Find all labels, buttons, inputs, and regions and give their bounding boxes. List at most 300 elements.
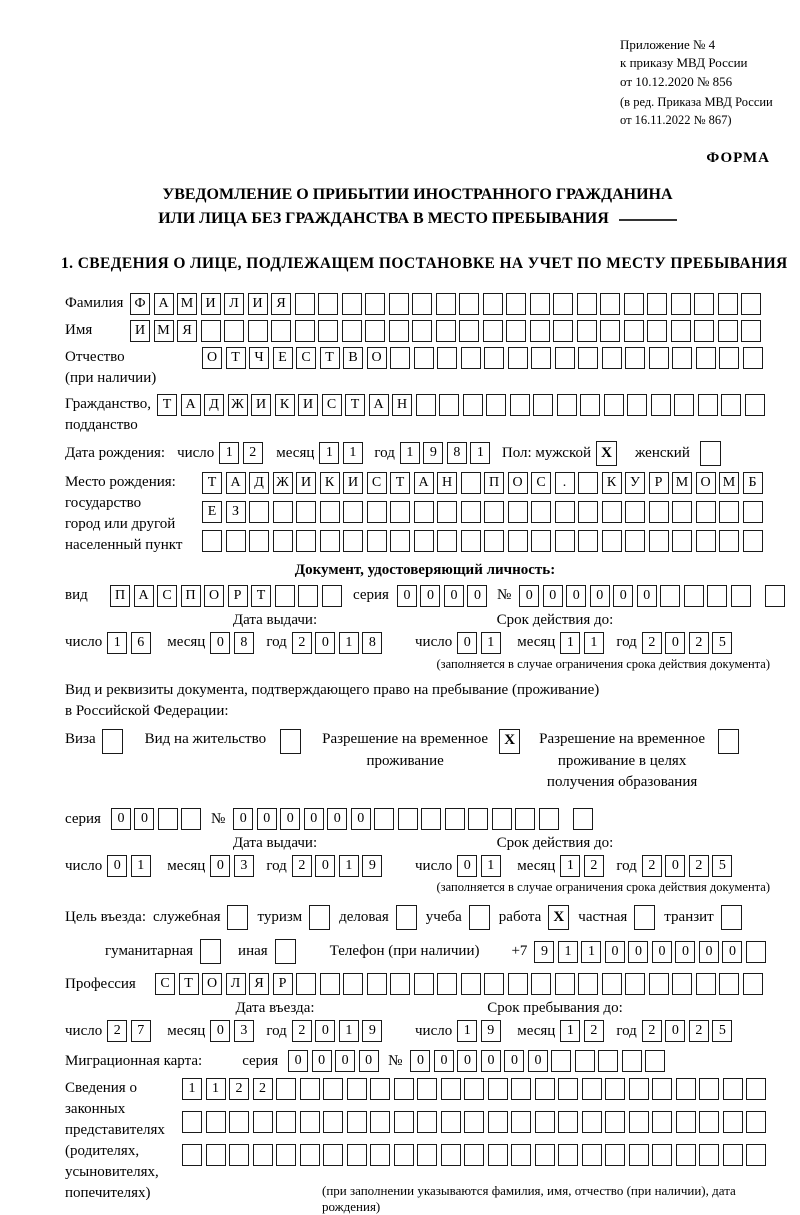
char-box[interactable]: П — [484, 472, 504, 494]
char-box[interactable]: 0 — [457, 632, 477, 654]
char-box[interactable]: И — [248, 293, 268, 315]
char-box[interactable] — [390, 347, 410, 369]
char-box[interactable] — [629, 1111, 649, 1133]
char-box[interactable]: 0 — [444, 585, 464, 607]
char-box[interactable] — [508, 973, 528, 995]
char-box[interactable] — [672, 347, 692, 369]
char-box[interactable] — [531, 973, 551, 995]
char-box[interactable] — [300, 1111, 320, 1133]
char-box[interactable]: 0 — [280, 808, 300, 830]
char-box[interactable] — [461, 530, 481, 552]
char-box[interactable]: А — [154, 293, 174, 315]
char-box[interactable] — [578, 530, 598, 552]
char-box[interactable]: 2 — [689, 1020, 709, 1042]
char-box[interactable]: 1 — [584, 632, 604, 654]
char-box[interactable] — [515, 808, 535, 830]
char-box[interactable]: 0 — [543, 585, 563, 607]
char-box[interactable]: Я — [177, 320, 197, 342]
char-box[interactable] — [746, 941, 766, 963]
char-box[interactable]: А — [181, 394, 201, 416]
char-box[interactable] — [412, 320, 432, 342]
char-box[interactable]: 2 — [689, 855, 709, 877]
char-box[interactable]: Д — [204, 394, 224, 416]
char-box[interactable] — [743, 501, 763, 523]
char-box[interactable] — [295, 293, 315, 315]
purpose-work-checkbox[interactable]: X — [548, 905, 569, 930]
char-box[interactable]: 0 — [652, 941, 672, 963]
char-box[interactable] — [421, 808, 441, 830]
char-box[interactable] — [577, 293, 597, 315]
char-box[interactable] — [439, 394, 459, 416]
char-box[interactable]: 1 — [481, 632, 501, 654]
char-box[interactable]: 1 — [339, 632, 359, 654]
char-box[interactable] — [551, 1050, 571, 1072]
char-box[interactable]: 2 — [253, 1078, 273, 1100]
char-box[interactable] — [511, 1078, 531, 1100]
char-box[interactable] — [206, 1111, 226, 1133]
char-box[interactable] — [414, 501, 434, 523]
char-box[interactable]: 2 — [229, 1078, 249, 1100]
char-box[interactable] — [181, 808, 201, 830]
char-box[interactable] — [671, 293, 691, 315]
char-box[interactable] — [602, 347, 622, 369]
char-box[interactable] — [555, 347, 575, 369]
char-box[interactable]: 1 — [219, 442, 239, 464]
char-box[interactable]: 2 — [292, 855, 312, 877]
char-box[interactable]: Р — [228, 585, 248, 607]
char-box[interactable] — [459, 320, 479, 342]
char-box[interactable]: 0 — [359, 1050, 379, 1072]
char-box[interactable] — [721, 394, 741, 416]
char-box[interactable] — [486, 394, 506, 416]
char-box[interactable]: 8 — [362, 632, 382, 654]
char-box[interactable]: 8 — [234, 632, 254, 654]
char-box[interactable]: 0 — [675, 941, 695, 963]
char-box[interactable]: 1 — [339, 855, 359, 877]
char-box[interactable]: 1 — [560, 1020, 580, 1042]
char-box[interactable] — [412, 293, 432, 315]
char-box[interactable] — [602, 501, 622, 523]
char-box[interactable] — [625, 530, 645, 552]
char-box[interactable] — [719, 530, 739, 552]
char-box[interactable] — [746, 1078, 766, 1100]
char-box[interactable]: Р — [273, 973, 293, 995]
char-box[interactable]: П — [110, 585, 130, 607]
char-box[interactable] — [629, 1078, 649, 1100]
char-box[interactable]: Ф — [130, 293, 150, 315]
char-box[interactable]: 0 — [335, 1050, 355, 1072]
char-box[interactable] — [624, 320, 644, 342]
char-box[interactable] — [468, 808, 488, 830]
char-box[interactable]: 1 — [560, 855, 580, 877]
char-box[interactable] — [298, 585, 318, 607]
char-box[interactable] — [370, 1078, 390, 1100]
char-box[interactable]: 0 — [312, 1050, 332, 1072]
char-box[interactable] — [719, 501, 739, 523]
char-box[interactable] — [718, 320, 738, 342]
char-box[interactable] — [342, 293, 362, 315]
char-box[interactable]: 0 — [210, 855, 230, 877]
char-box[interactable] — [553, 320, 573, 342]
char-box[interactable] — [275, 585, 295, 607]
char-box[interactable]: 1 — [131, 855, 151, 877]
char-box[interactable]: 2 — [292, 1020, 312, 1042]
char-box[interactable] — [506, 320, 526, 342]
char-box[interactable] — [745, 394, 765, 416]
char-box[interactable] — [300, 1078, 320, 1100]
char-box[interactable]: З — [226, 501, 246, 523]
char-box[interactable] — [696, 347, 716, 369]
char-box[interactable]: Д — [249, 472, 269, 494]
char-box[interactable] — [483, 293, 503, 315]
char-box[interactable] — [320, 973, 340, 995]
purpose-tourism-checkbox[interactable] — [309, 905, 330, 930]
char-box[interactable] — [323, 1078, 343, 1100]
char-box[interactable] — [647, 320, 667, 342]
char-box[interactable] — [322, 585, 342, 607]
char-box[interactable] — [558, 1111, 578, 1133]
char-box[interactable]: 2 — [107, 1020, 127, 1042]
char-box[interactable]: 0 — [722, 941, 742, 963]
char-box[interactable]: 0 — [233, 808, 253, 830]
char-box[interactable]: 0 — [288, 1050, 308, 1072]
char-box[interactable] — [765, 585, 785, 607]
char-box[interactable]: П — [181, 585, 201, 607]
char-box[interactable]: М — [177, 293, 197, 315]
char-box[interactable]: Т — [251, 585, 271, 607]
char-box[interactable] — [604, 394, 624, 416]
char-box[interactable]: 0 — [397, 585, 417, 607]
char-box[interactable]: 2 — [689, 632, 709, 654]
char-box[interactable]: Т — [226, 347, 246, 369]
char-box[interactable] — [557, 394, 577, 416]
char-box[interactable] — [647, 293, 667, 315]
char-box[interactable]: М — [154, 320, 174, 342]
purpose-private-checkbox[interactable] — [634, 905, 655, 930]
char-box[interactable]: К — [602, 472, 622, 494]
char-box[interactable]: Л — [226, 973, 246, 995]
char-box[interactable]: 0 — [504, 1050, 524, 1072]
char-box[interactable] — [484, 347, 504, 369]
char-box[interactable] — [555, 501, 575, 523]
char-box[interactable] — [723, 1111, 743, 1133]
char-box[interactable]: 2 — [642, 1020, 662, 1042]
char-box[interactable]: М — [719, 472, 739, 494]
char-box[interactable]: С — [531, 472, 551, 494]
char-box[interactable]: И — [298, 394, 318, 416]
char-box[interactable] — [707, 585, 727, 607]
char-box[interactable]: 9 — [423, 442, 443, 464]
char-box[interactable] — [441, 1111, 461, 1133]
char-box[interactable] — [461, 347, 481, 369]
char-box[interactable]: Т — [157, 394, 177, 416]
purpose-business-checkbox[interactable] — [396, 905, 417, 930]
char-box[interactable]: Н — [392, 394, 412, 416]
char-box[interactable]: С — [157, 585, 177, 607]
char-box[interactable] — [249, 501, 269, 523]
char-box[interactable]: 0 — [315, 632, 335, 654]
char-box[interactable]: 1 — [481, 855, 501, 877]
char-box[interactable] — [696, 501, 716, 523]
char-box[interactable] — [651, 394, 671, 416]
char-box[interactable]: 0 — [327, 808, 347, 830]
char-box[interactable]: 0 — [613, 585, 633, 607]
char-box[interactable] — [347, 1111, 367, 1133]
char-box[interactable] — [463, 394, 483, 416]
char-box[interactable] — [719, 347, 739, 369]
char-box[interactable] — [226, 530, 246, 552]
char-box[interactable] — [671, 320, 691, 342]
char-box[interactable] — [390, 530, 410, 552]
char-box[interactable] — [253, 1111, 273, 1133]
char-box[interactable]: С — [322, 394, 342, 416]
char-box[interactable] — [414, 347, 434, 369]
char-box[interactable]: 9 — [534, 941, 554, 963]
residence-permit-checkbox[interactable] — [280, 729, 301, 754]
char-box[interactable] — [464, 1111, 484, 1133]
char-box[interactable]: 0 — [107, 855, 127, 877]
char-box[interactable] — [416, 394, 436, 416]
char-box[interactable] — [436, 293, 456, 315]
char-box[interactable] — [394, 1111, 414, 1133]
char-box[interactable]: О — [202, 973, 222, 995]
char-box[interactable] — [699, 1078, 719, 1100]
char-box[interactable]: 1 — [581, 941, 601, 963]
char-box[interactable]: И — [130, 320, 150, 342]
char-box[interactable] — [539, 808, 559, 830]
char-box[interactable] — [367, 530, 387, 552]
char-box[interactable]: Т — [390, 472, 410, 494]
char-box[interactable]: 0 — [111, 808, 131, 830]
char-box[interactable] — [741, 320, 761, 342]
char-box[interactable]: Т — [202, 472, 222, 494]
char-box[interactable]: 0 — [699, 941, 719, 963]
char-box[interactable] — [555, 973, 575, 995]
char-box[interactable] — [461, 472, 481, 494]
char-box[interactable]: Е — [273, 347, 293, 369]
char-box[interactable] — [201, 320, 221, 342]
char-box[interactable]: И — [343, 472, 363, 494]
char-box[interactable] — [672, 501, 692, 523]
char-box[interactable] — [625, 347, 645, 369]
char-box[interactable]: 8 — [447, 442, 467, 464]
char-box[interactable] — [649, 501, 669, 523]
char-box[interactable]: К — [320, 472, 340, 494]
char-box[interactable]: У — [625, 472, 645, 494]
char-box[interactable]: 0 — [481, 1050, 501, 1072]
char-box[interactable] — [445, 808, 465, 830]
char-box[interactable] — [374, 808, 394, 830]
char-box[interactable] — [535, 1078, 555, 1100]
char-box[interactable]: Н — [437, 472, 457, 494]
char-box[interactable] — [182, 1111, 202, 1133]
char-box[interactable]: 2 — [642, 632, 662, 654]
char-box[interactable]: 0 — [566, 585, 586, 607]
char-box[interactable] — [625, 501, 645, 523]
char-box[interactable] — [674, 394, 694, 416]
char-box[interactable] — [719, 973, 739, 995]
char-box[interactable] — [531, 530, 551, 552]
char-box[interactable] — [296, 501, 316, 523]
char-box[interactable] — [347, 1078, 367, 1100]
char-box[interactable] — [367, 501, 387, 523]
char-box[interactable] — [398, 808, 418, 830]
char-box[interactable]: А — [134, 585, 154, 607]
char-box[interactable]: А — [414, 472, 434, 494]
char-box[interactable] — [506, 293, 526, 315]
char-box[interactable] — [602, 530, 622, 552]
char-box[interactable] — [652, 1111, 672, 1133]
char-box[interactable]: Я — [271, 293, 291, 315]
char-box[interactable] — [365, 320, 385, 342]
char-box[interactable]: 3 — [234, 855, 254, 877]
char-box[interactable]: 1 — [182, 1078, 202, 1100]
char-box[interactable]: 5 — [712, 855, 732, 877]
char-box[interactable]: 9 — [362, 855, 382, 877]
char-box[interactable]: 1 — [470, 442, 490, 464]
char-box[interactable] — [224, 320, 244, 342]
char-box[interactable] — [461, 973, 481, 995]
char-box[interactable] — [672, 973, 692, 995]
char-box[interactable] — [484, 501, 504, 523]
char-box[interactable]: 9 — [362, 1020, 382, 1042]
char-box[interactable]: 0 — [210, 632, 230, 654]
char-box[interactable] — [320, 501, 340, 523]
char-box[interactable] — [578, 472, 598, 494]
char-box[interactable] — [699, 1111, 719, 1133]
char-box[interactable]: О — [508, 472, 528, 494]
char-box[interactable] — [600, 293, 620, 315]
char-box[interactable] — [746, 1111, 766, 1133]
char-box[interactable]: С — [155, 973, 175, 995]
char-box[interactable] — [437, 347, 457, 369]
rvp-checkbox[interactable]: X — [499, 729, 520, 754]
char-box[interactable] — [605, 1111, 625, 1133]
char-box[interactable]: 1 — [343, 442, 363, 464]
char-box[interactable] — [622, 1050, 642, 1072]
char-box[interactable]: М — [672, 472, 692, 494]
char-box[interactable] — [417, 1078, 437, 1100]
char-box[interactable]: 6 — [131, 632, 151, 654]
char-box[interactable] — [718, 293, 738, 315]
char-box[interactable] — [414, 973, 434, 995]
char-box[interactable] — [605, 1078, 625, 1100]
char-box[interactable] — [508, 347, 528, 369]
char-box[interactable]: 0 — [210, 1020, 230, 1042]
char-box[interactable] — [320, 530, 340, 552]
char-box[interactable]: 0 — [420, 585, 440, 607]
char-box[interactable]: 2 — [292, 632, 312, 654]
char-box[interactable]: Л — [224, 293, 244, 315]
char-box[interactable]: Б — [743, 472, 763, 494]
char-box[interactable] — [511, 1111, 531, 1133]
char-box[interactable]: 2 — [584, 1020, 604, 1042]
char-box[interactable] — [436, 320, 456, 342]
char-box[interactable]: 0 — [590, 585, 610, 607]
char-box[interactable] — [318, 293, 338, 315]
char-box[interactable] — [649, 973, 669, 995]
purpose-transit-checkbox[interactable] — [721, 905, 742, 930]
char-box[interactable]: Я — [249, 973, 269, 995]
char-box[interactable]: 2 — [584, 855, 604, 877]
char-box[interactable] — [723, 1078, 743, 1100]
char-box[interactable]: 2 — [243, 442, 263, 464]
sex-female-checkbox[interactable] — [700, 441, 721, 466]
char-box[interactable] — [660, 585, 680, 607]
char-box[interactable] — [441, 1078, 461, 1100]
char-box[interactable] — [627, 394, 647, 416]
char-box[interactable]: 3 — [234, 1020, 254, 1042]
char-box[interactable]: 0 — [315, 1020, 335, 1042]
char-box[interactable] — [672, 530, 692, 552]
char-box[interactable] — [731, 585, 751, 607]
char-box[interactable]: Т — [320, 347, 340, 369]
char-box[interactable] — [602, 973, 622, 995]
char-box[interactable] — [600, 320, 620, 342]
char-box[interactable]: 2 — [642, 855, 662, 877]
char-box[interactable] — [318, 320, 338, 342]
char-box[interactable] — [483, 320, 503, 342]
char-box[interactable] — [459, 293, 479, 315]
purpose-humanitarian-checkbox[interactable] — [200, 939, 221, 964]
char-box[interactable] — [530, 320, 550, 342]
char-box[interactable] — [229, 1111, 249, 1133]
char-box[interactable] — [461, 501, 481, 523]
char-box[interactable] — [273, 501, 293, 523]
char-box[interactable]: 9 — [481, 1020, 501, 1042]
char-box[interactable] — [575, 1050, 595, 1072]
char-box[interactable] — [437, 501, 457, 523]
char-box[interactable]: С — [296, 347, 316, 369]
char-box[interactable]: 1 — [107, 632, 127, 654]
char-box[interactable]: А — [226, 472, 246, 494]
purpose-study-checkbox[interactable] — [469, 905, 490, 930]
char-box[interactable] — [437, 530, 457, 552]
char-box[interactable]: 0 — [467, 585, 487, 607]
char-box[interactable] — [276, 1111, 296, 1133]
char-box[interactable]: 1 — [558, 941, 578, 963]
char-box[interactable]: О — [696, 472, 716, 494]
char-box[interactable] — [248, 320, 268, 342]
char-box[interactable] — [296, 530, 316, 552]
char-box[interactable]: 0 — [528, 1050, 548, 1072]
char-box[interactable] — [508, 501, 528, 523]
char-box[interactable]: 5 — [712, 632, 732, 654]
char-box[interactable] — [676, 1111, 696, 1133]
char-box[interactable] — [696, 530, 716, 552]
char-box[interactable] — [652, 1078, 672, 1100]
char-box[interactable]: В — [343, 347, 363, 369]
char-box[interactable]: 5 — [712, 1020, 732, 1042]
char-box[interactable] — [510, 394, 530, 416]
char-box[interactable] — [367, 973, 387, 995]
char-box[interactable]: 0 — [665, 1020, 685, 1042]
visa-checkbox[interactable] — [102, 729, 123, 754]
char-box[interactable] — [417, 1111, 437, 1133]
char-box[interactable]: Ч — [249, 347, 269, 369]
char-box[interactable] — [249, 530, 269, 552]
char-box[interactable]: 0 — [605, 941, 625, 963]
char-box[interactable] — [484, 530, 504, 552]
char-box[interactable]: 0 — [628, 941, 648, 963]
char-box[interactable]: Ж — [273, 472, 293, 494]
char-box[interactable] — [370, 1111, 390, 1133]
char-box[interactable] — [694, 320, 714, 342]
char-box[interactable] — [296, 973, 316, 995]
char-box[interactable] — [582, 1111, 602, 1133]
sex-male-checkbox[interactable]: X — [596, 441, 617, 466]
char-box[interactable]: 1 — [400, 442, 420, 464]
